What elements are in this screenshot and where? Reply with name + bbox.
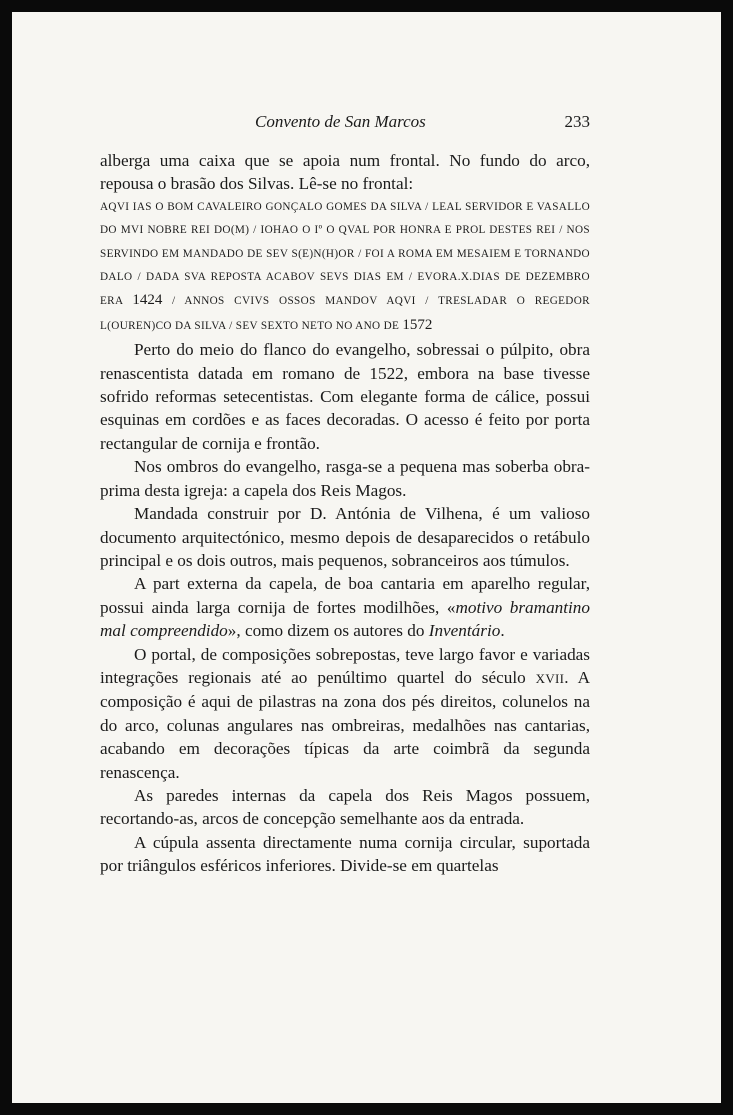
inscription-year-1: 1424	[132, 292, 163, 309]
paragraph-dome: A cúpula assenta directamente numa cornija circular, suportada por triângulos esféricos inferiores. Divide-se em quartelas	[100, 832, 590, 876]
portal-text-2: . A composição é aqui de pilastras na zona dos pés direitos, colunelos na do arco, colunas angulares nas ombreiras, medalhões nas cantarias, acabando em decorações típicas da arte coimbrã da segunda renascença.	[100, 667, 590, 782]
exterior-text-1: A part externa da capela, de boa cantaria em aparelho regular, possui ainda larga cornija de fortes modilhões, «	[100, 574, 590, 617]
exterior-text-3: .	[500, 621, 505, 641]
paragraph-chapel-founder: Mandada construir por D. Antónia de Vilhena, é um valioso documento arquitectónico, mesmo depois de desaparecidos o retábulo principal e os dois outros, mais pequenos, sobranceiros aos túmulos.	[100, 504, 590, 570]
paragraph-continued: alberga uma caixa que se apoia num frontal. No fundo do arco, repousa o brasão dos Silvas. Lê-se no frontal:	[100, 151, 590, 194]
inscription-year-2: 1572	[402, 316, 433, 333]
running-title: Convento de San Marcos	[255, 112, 426, 131]
portal-text-1: O portal, de composições sobrepostas, teve largo favor e variadas integrações regionais até ao penúltimo quartel do século	[100, 644, 590, 687]
paragraph-interior-walls: As paredes internas da capela dos Reis Magos possuem, recortando-as, arcos de concepção semelhante aos da entrada.	[100, 785, 590, 829]
paragraph-portal	[100, 643, 590, 784]
inscription-text-1: AQVI IAS O BOM CAVALEIRO GONÇALO GOMES DA SILVA / LEAL SERVIDOR E VASALLO DO MVI NOBRE REI DO(M) / IOHAO O Iº O QVAL POR HONRA E PROL DESTES REI / NOS SERVINDO EM MANDADO DE SEV S(E)N(H)OR / FOI A ROMA EM MESAIEM E TORNANDO DALO / DADA SVA REPOSTA ACABOV SEVS DIAS EM / EVORA.X.DIAS DE DEZEMBRO ERA	[100, 200, 590, 308]
body-text	[100, 149, 590, 878]
running-header	[100, 112, 590, 136]
work-title: Inventário	[428, 621, 501, 641]
century-numeral: XVII	[535, 670, 565, 686]
paragraph-pulpit: Perto do meio do flanco do evangelho, sobressai o púlpito, obra renascentista datada em romano de 1522, embora na base tivesse sofrido reformas setecentistas. Com elegante forma de cálice, possui esquinas em cordões e as faces decoradas. O acesso é feito por porta rectangular de cornija e frontão.	[100, 340, 590, 453]
book-page	[12, 12, 721, 1103]
page-number: 233	[564, 112, 590, 131]
exterior-text-2: », como dizem os autores do	[227, 621, 429, 641]
frontal-inscription	[100, 196, 590, 338]
inscription-text-2: / ANNOS CVIVS OSSOS MANDOV AQVI / TRESLADAR O REGEDOR L(OUREN)CO DA SILVA / SEV SEXTO NETO NO ANO DE	[100, 295, 590, 332]
quoted-phrase: motivo bramantino mal compreendido	[100, 597, 590, 641]
paragraph-chapel-exterior	[100, 572, 590, 642]
paragraph-chapel-intro: Nos ombros do evangelho, rasga-se a pequena mas soberba obra-prima desta igreja: a capela dos Reis Magos.	[100, 457, 590, 500]
